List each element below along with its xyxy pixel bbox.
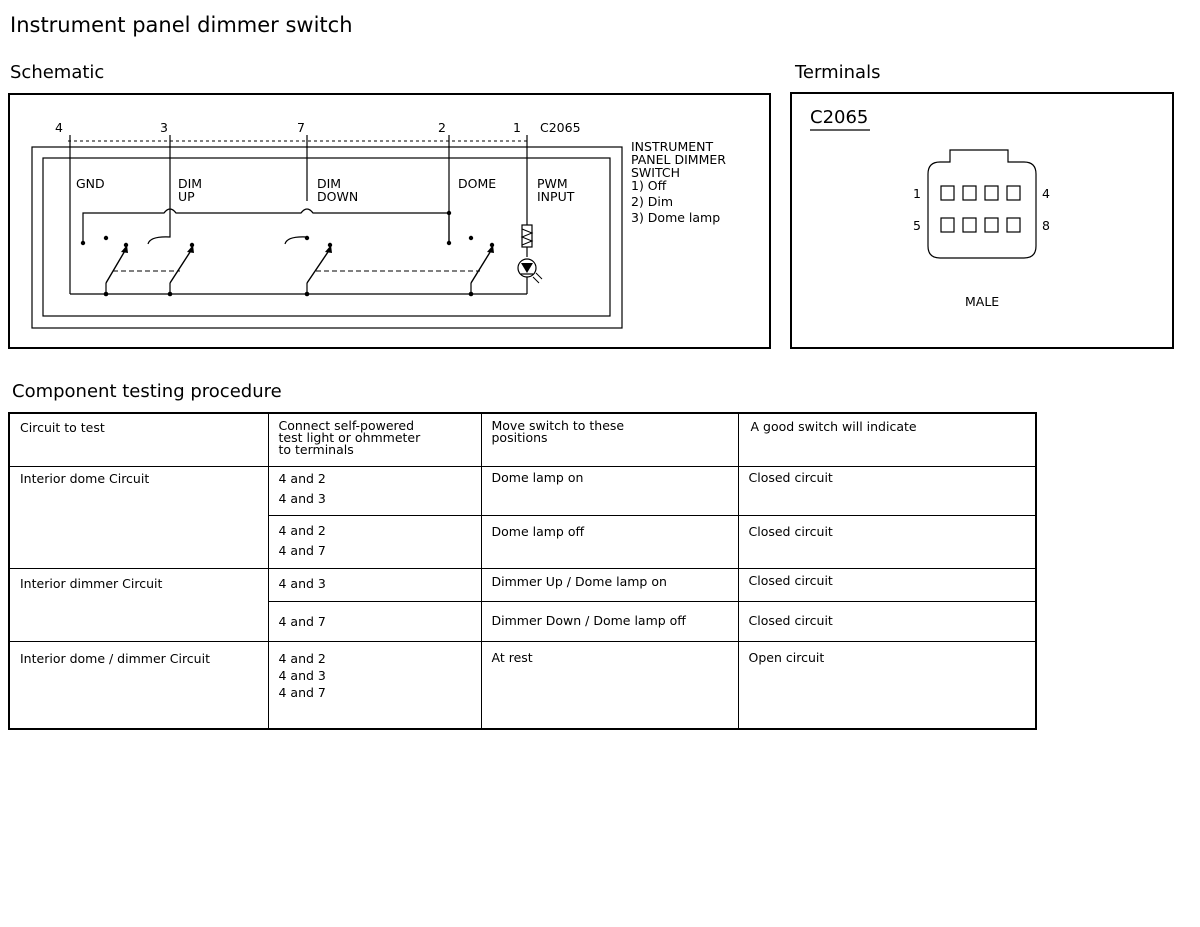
label-gnd: GND <box>76 176 105 191</box>
table-header-row <box>10 414 1035 466</box>
procedure-heading: Component testing procedure <box>12 381 282 402</box>
pin-label-7: 7 <box>297 120 305 135</box>
terminal-pin-1: 1 <box>913 186 921 201</box>
terminal-pin-5: 5 <box>913 218 921 233</box>
label-dome: DOME <box>458 176 497 191</box>
table-row <box>10 466 1035 515</box>
switch-housing-outer <box>32 147 622 328</box>
header-move: Move switch to these positions <box>491 418 625 445</box>
position-cell: Dome lamp off <box>491 523 585 539</box>
result-cell: Closed circuit <box>748 612 833 628</box>
schematic-heading: Schematic <box>10 62 105 83</box>
connector-gender: MALE <box>965 294 1000 309</box>
connector-label: C2065 <box>540 120 581 135</box>
position-cell: Dome lamp on <box>491 469 584 485</box>
legend-line-2: PANEL DIMMER <box>631 152 726 167</box>
terminals-cell: 4 and 2 4 and 3 <box>278 470 326 506</box>
position-cell: Dimmer Down / Dome lamp off <box>491 612 686 628</box>
result-cell: Closed circuit <box>748 469 833 485</box>
legend-line-4: 1) Off <box>631 178 667 193</box>
circuit-cell: Interior dome / dimmer Circuit <box>20 650 210 666</box>
connector-housing <box>928 150 1036 258</box>
terminals-cell: 4 and 2 4 and 7 <box>278 522 326 558</box>
terminal-pin-4: 4 <box>1042 186 1050 201</box>
legend-line-6: 3) Dome lamp <box>631 210 721 225</box>
schematic-panel <box>8 93 771 349</box>
table-row <box>10 568 1035 601</box>
result-cell: Closed circuit <box>748 572 833 588</box>
position-cell: At rest <box>491 649 533 665</box>
label-pwm-1: PWM <box>537 176 568 191</box>
pin-label-2: 2 <box>438 120 446 135</box>
pin-label-3: 3 <box>160 120 168 135</box>
circuit-cell: Interior dome Circuit <box>20 470 150 486</box>
label-dim-up-2: UP <box>178 189 195 204</box>
legend-line-3: SWITCH <box>631 165 681 180</box>
result-cell: Open circuit <box>748 649 825 665</box>
header-circuit: Circuit to test <box>20 420 105 435</box>
schematic-diagram <box>10 95 769 347</box>
legend-line-5: 2) Dim <box>631 194 674 209</box>
legend-line-1: INSTRUMENT <box>631 139 714 154</box>
procedure-table-frame <box>8 412 1037 730</box>
terminals-cell: 4 and 3 <box>278 575 326 591</box>
table-row <box>10 641 1035 728</box>
label-dim-up-1: DIM <box>178 176 203 191</box>
terminals-heading: Terminals <box>795 62 881 83</box>
connector-diagram <box>792 94 1172 347</box>
pin-label-1: 1 <box>513 120 521 135</box>
terminal-pin-8: 8 <box>1042 218 1050 233</box>
pin-label-4: 4 <box>55 120 63 135</box>
label-dim-down-2: DOWN <box>317 189 359 204</box>
header-connect: Connect self-powered test light or ohmmeter to terminals <box>278 418 421 457</box>
result-cell: Closed circuit <box>748 523 833 539</box>
header-result: A good switch will indicate <box>750 419 917 434</box>
label-dim-down-1: DIM <box>317 176 342 191</box>
page-title: Instrument panel dimmer switch <box>10 13 353 37</box>
procedure-table <box>10 414 1035 728</box>
label-pwm-2: INPUT <box>537 189 575 204</box>
position-cell: Dimmer Up / Dome lamp on <box>491 573 667 589</box>
terminals-cell: 4 and 2 4 and 3 4 and 7 <box>278 650 326 700</box>
terminals-cell: 4 and 7 <box>278 613 326 629</box>
circuit-cell: Interior dimmer Circuit <box>20 575 163 591</box>
terminals-connector-label: C2065 <box>810 107 869 128</box>
terminals-panel <box>790 92 1174 349</box>
